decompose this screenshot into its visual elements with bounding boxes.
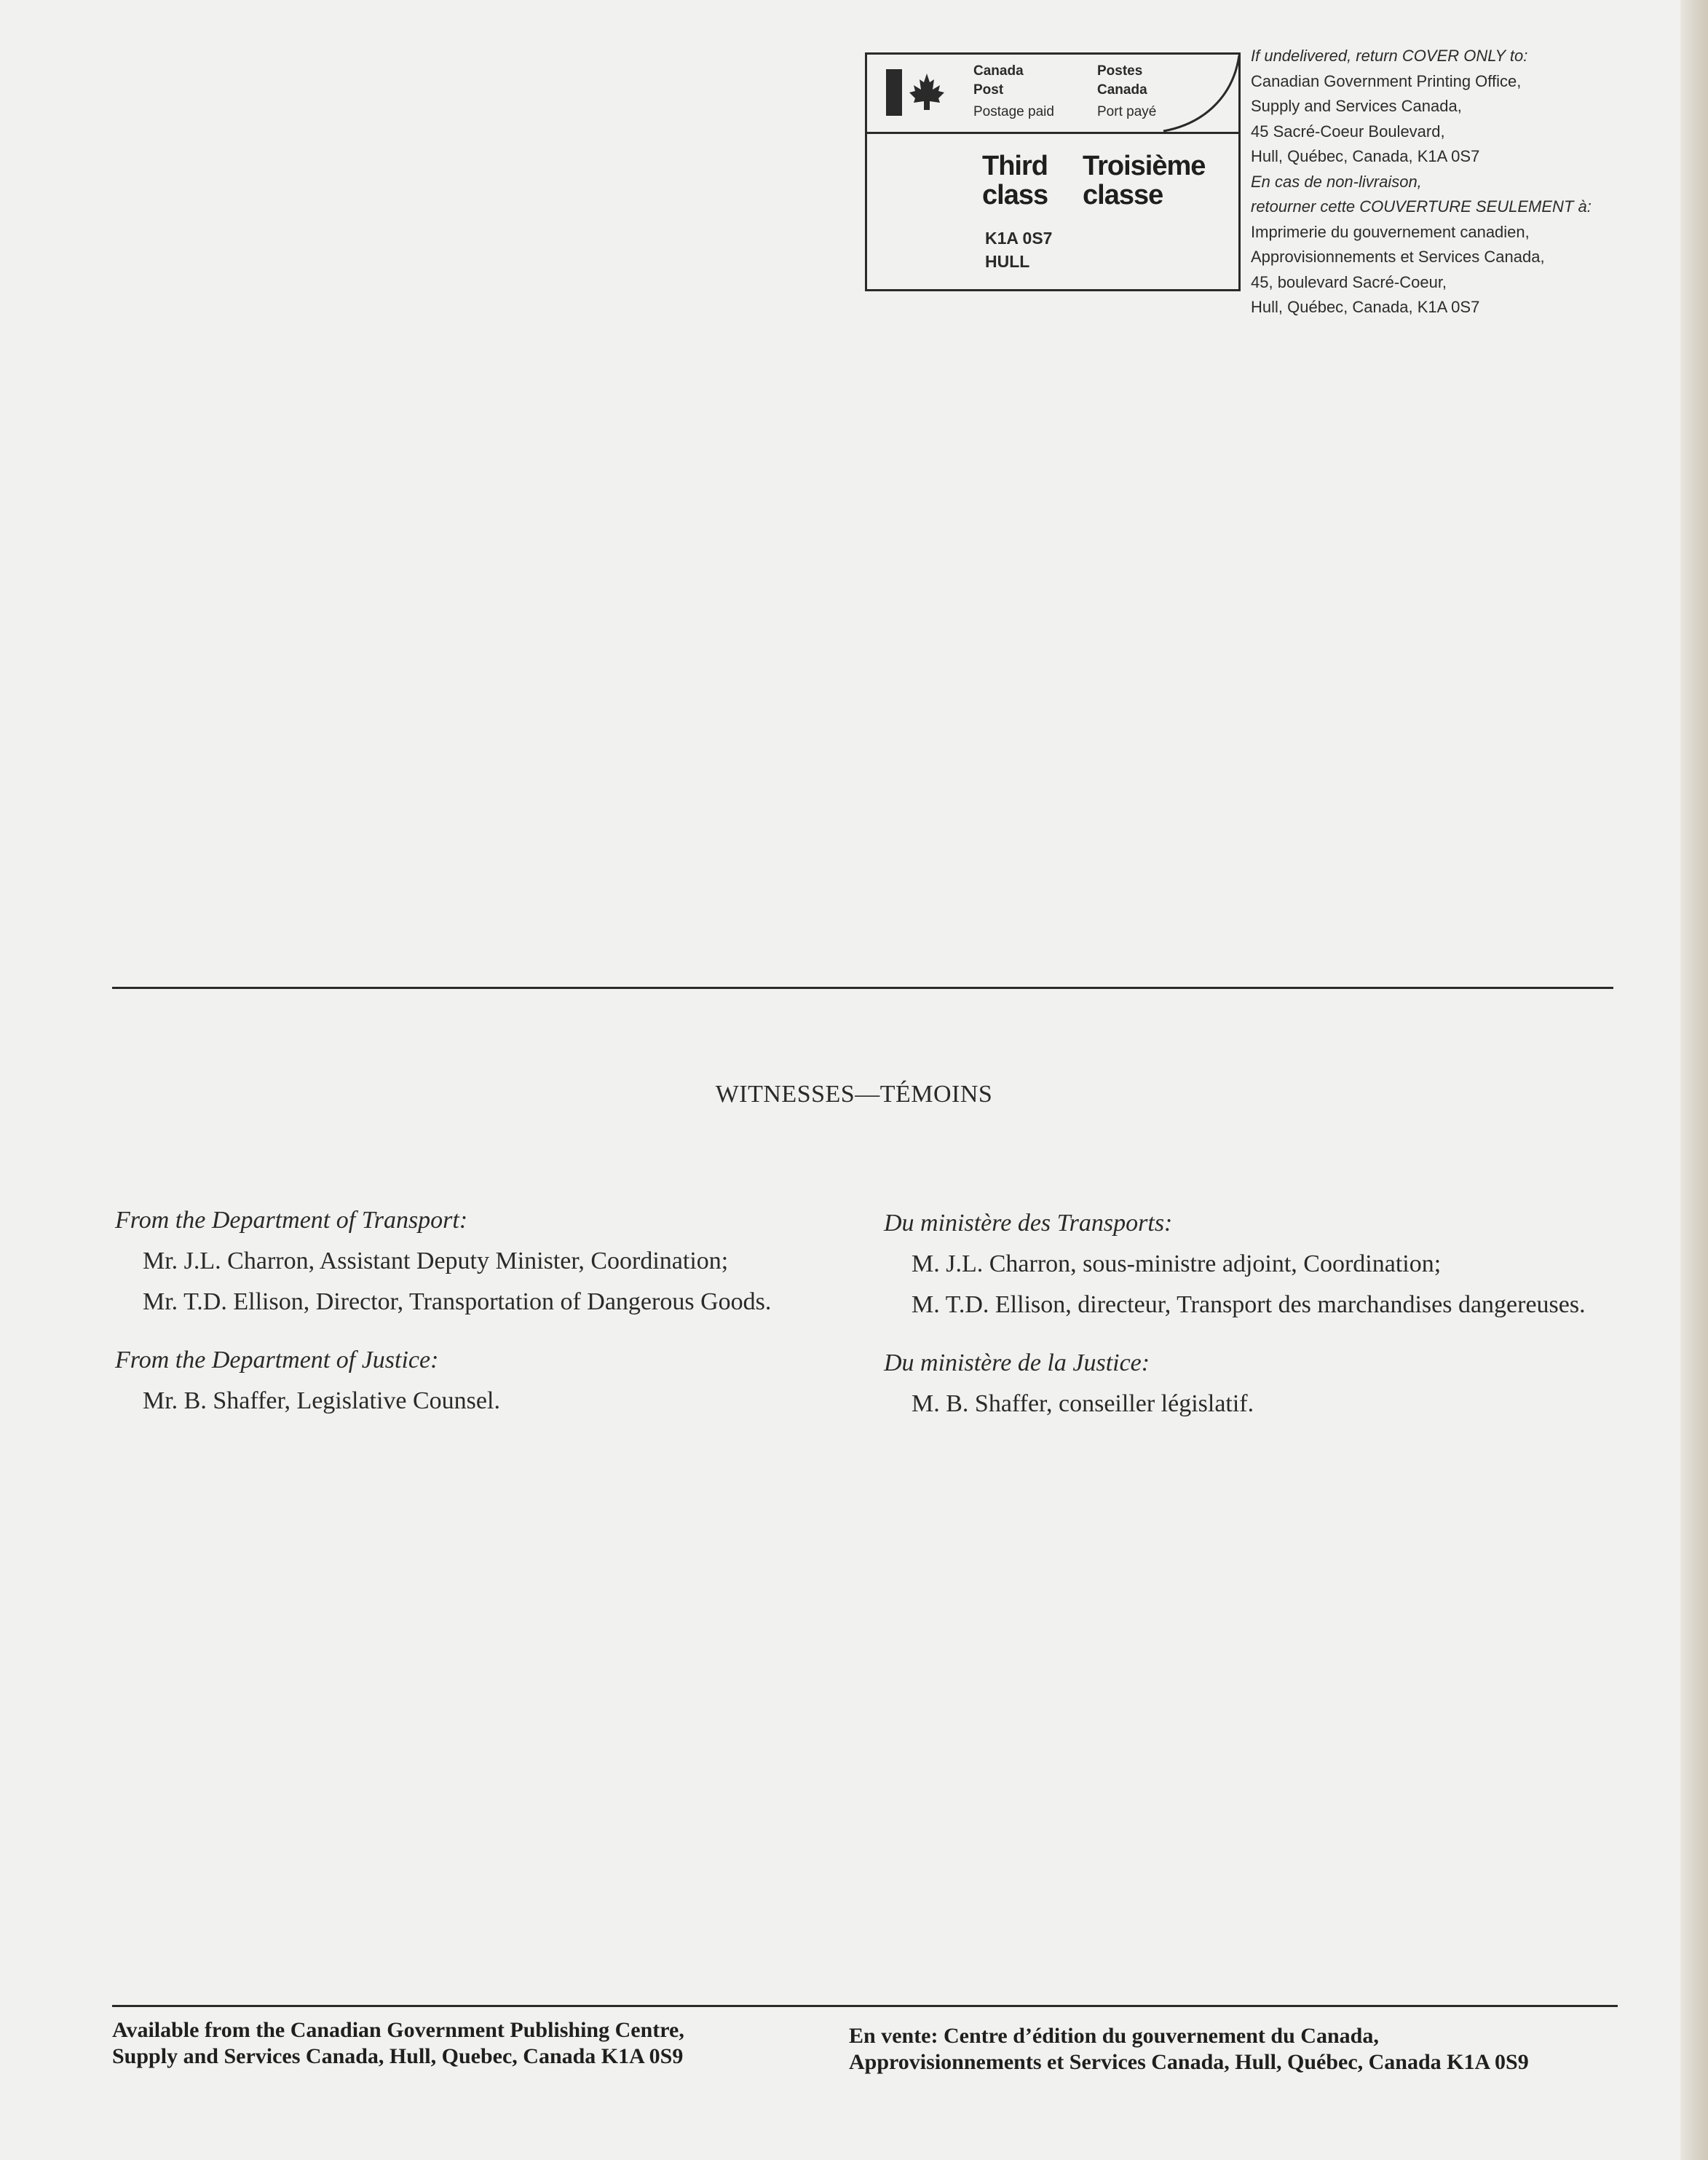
- witness-entry: Mr. J.L. Charron, Assistant Deputy Minister, Coordination;: [143, 1247, 729, 1274]
- return-line: Hull, Québec, Canada, K1A 0S7: [1251, 298, 1480, 316]
- indicia-postes: Postes: [1097, 63, 1143, 79]
- heading-transport-en: From the Department of Transport:: [115, 1207, 468, 1234]
- divider-rule: [112, 987, 1613, 989]
- indicia-port-paye: Port payé: [1097, 104, 1157, 119]
- return-line: Approvisionnements et Services Canada,: [1251, 248, 1545, 266]
- footer-line: En vente: Centre d’édition du gouvernement du Canada,: [849, 2024, 1379, 2048]
- footer-line: Supply and Services Canada, Hull, Quebec, Canada K1A 0S9: [112, 2044, 684, 2068]
- heading-transport-fr: Du ministère des Transports:: [884, 1210, 1173, 1237]
- indicia-postage-paid: Postage paid: [973, 104, 1054, 119]
- indicia-canada-fr: Canada: [1097, 82, 1147, 98]
- indicia-header: [867, 55, 1238, 134]
- indicia-city: HULL: [985, 252, 1030, 271]
- footer-line: Available from the Canadian Government Publishing Centre,: [112, 2018, 684, 2042]
- canada-flag-icon: [886, 69, 950, 116]
- postage-indicia: [865, 52, 1241, 291]
- witness-entry: M. B. Shaffer, conseiller législatif.: [912, 1390, 1254, 1417]
- footer-english: [112, 2017, 684, 2070]
- witness-entry: Mr. B. Shaffer, Legislative Counsel.: [143, 1387, 500, 1414]
- heading-justice-en: From the Department of Justice:: [115, 1347, 439, 1373]
- footer-line: Approvisionnements et Services Canada, Hull, Québec, Canada K1A 0S9: [849, 2050, 1529, 2074]
- witness-entry: M. J.L. Charron, sous-ministre adjoint, Coordination;: [912, 1250, 1442, 1277]
- indicia-class: class: [982, 180, 1048, 210]
- return-line: En cas de non-livraison,: [1251, 172, 1422, 191]
- witness-entry: Mr. T.D. Ellison, Director, Transportation of Dangerous Goods.: [143, 1288, 772, 1315]
- indicia-curve: [1161, 52, 1241, 133]
- footer-french: [849, 2023, 1529, 2076]
- indicia-classe: classe: [1083, 180, 1163, 210]
- indicia-third: Third: [982, 151, 1048, 181]
- witnesses-english: [115, 1207, 847, 1428]
- return-line: If undelivered, return COVER ONLY to:: [1251, 47, 1528, 65]
- witness-entry: M. T.D. Ellison, directeur, Transport des marchandises dangereuses.: [912, 1291, 1586, 1318]
- return-address: [1251, 44, 1688, 320]
- indicia-post: Post: [973, 82, 1004, 98]
- indicia-troisieme: Troisième: [1083, 151, 1206, 181]
- return-line: 45 Sacré-Coeur Boulevard,: [1251, 122, 1445, 141]
- witnesses-title: WITNESSES—TÉMOINS: [715, 1081, 993, 1108]
- return-line: Imprimerie du gouvernement canadien,: [1251, 222, 1530, 241]
- witnesses-french: [884, 1210, 1616, 1431]
- page-edge: [1680, 0, 1708, 2160]
- return-line: Canadian Government Printing Office,: [1251, 71, 1522, 90]
- footer-rule: [112, 2005, 1618, 2007]
- heading-justice-fr: Du ministère de la Justice:: [884, 1349, 1150, 1376]
- indicia-postal-code: K1A 0S7: [985, 229, 1053, 248]
- return-line: 45, boulevard Sacré-Coeur,: [1251, 272, 1447, 291]
- return-line: Supply and Services Canada,: [1251, 97, 1462, 115]
- return-line: retourner cette COUVERTURE SEULEMENT à:: [1251, 197, 1592, 216]
- return-line: Hull, Québec, Canada, K1A 0S7: [1251, 147, 1480, 165]
- indicia-canada: Canada: [973, 63, 1024, 79]
